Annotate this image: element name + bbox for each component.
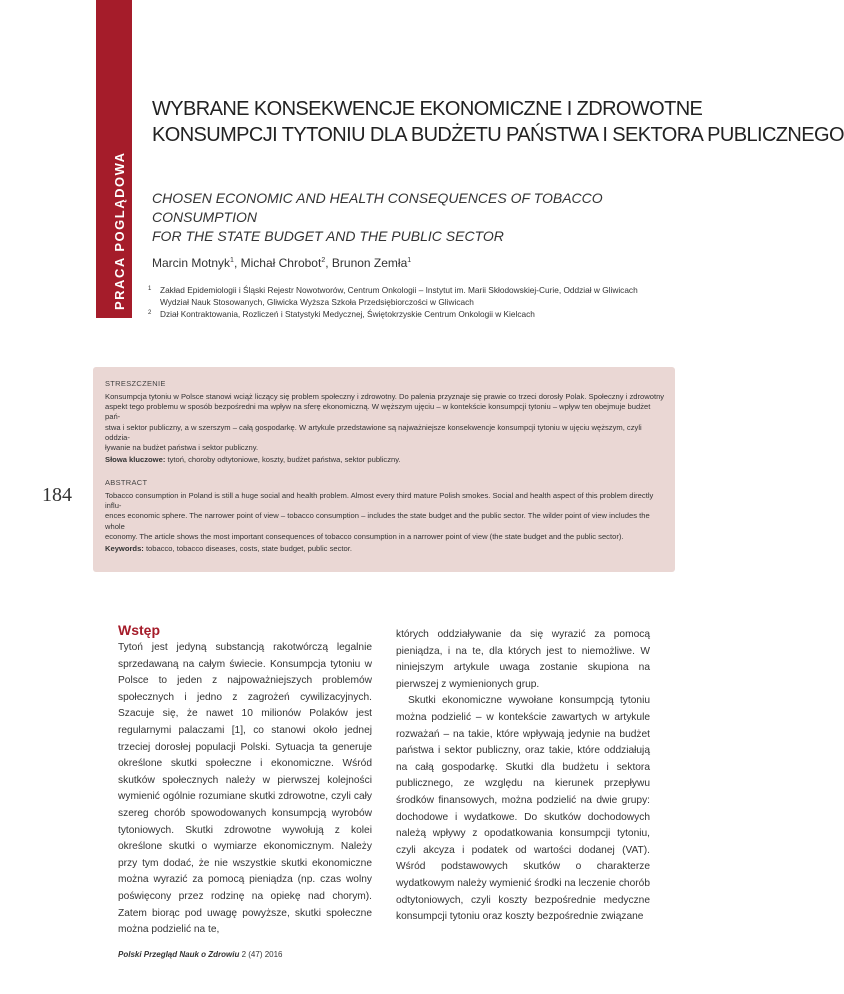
keywords-en: Keywords: tobacco, tobacco diseases, costs, state budget, public sector. bbox=[105, 544, 352, 553]
author-name: Michał Chrobot bbox=[240, 256, 322, 270]
title-line: WYBRANE KONSEKWENCJE EKONOMICZNE I ZDROWOTNE bbox=[152, 98, 703, 120]
title-en-line: FOR THE STATE BUDGET AND THE PUBLIC SECTOR bbox=[152, 228, 504, 244]
article-type-label: PRACA POGLĄDOWA bbox=[112, 151, 127, 310]
abstract-en-heading: ABSTRACT bbox=[105, 478, 148, 487]
body-paragraph: Skutki ekonomiczne wywołane konsumpcją tytoniu można podzielić – w kontekście zawartych w artykule rozważań – na takie, które wpływają jedynie na budżet państwa i sektor publiczny, oraz takie, które oddziałują na całą gospodarkę. Skutki dla budżetu i sektora publicznego, ze względu na kierunek przepływu środków finansowych, można podzielić na dwie grupy: dochodowe i wydatkowe. Do skutków dochodowych należą wpływy z opodatkowania konsumpcji tytoniu, czyli akcyza i podatek od wartości dodanej (VAT). Wśród podstawowych skutków o charakterze wydatkowym należy wymienić środki na leczenie chorób odtytoniowych, czyli koszty bezpośrednie medyczne konsumpcji tytoniu oraz koszty bezpośrednie związane bbox=[396, 695, 650, 923]
body-paragraph: których oddziaływanie da się wyrazić za pomocą pieniądza, i na te, dla których jest to niemożliwe. W niniejszym artykule uwaga zostanie skupiona na pierwszej z wymienionych grup. bbox=[396, 629, 650, 690]
section-heading: Wstęp bbox=[118, 622, 160, 638]
abstract-pl-text: Konsumpcja tytoniu w Polsce stanowi wciąż liczący się problem społeczny i zdrowotny. Do palenia przyznaje się prawie co trzeci dorosły Polak. Społeczny i zdrowotny aspekt tego problemu w sposób bezpośredni ma wpływ na sferę ekonomiczną. W węższym ujęciu – w kontekście konsumpcji tytoniu – wpływ ten obejmuje budżet pań- stwa i sektor publiczny, a w szerszym – całą gospodarkę. W artykule przedstawione są najważniejsze konsekwencje konsumpcji tytoniu w ujęciu węższym, czyli oddzia- ływanie na budżet państwa i sektor publiczny. bbox=[105, 392, 665, 453]
abstract-pl-heading: STRESZCZENIE bbox=[105, 379, 166, 388]
article-type-sidebar bbox=[96, 0, 132, 318]
author-sup: 1 bbox=[407, 257, 412, 264]
author-sup: 1 bbox=[230, 257, 234, 264]
title-line: KONSUMPCJI TYTONIU DLA BUDŻETU PAŃSTWA I SEKTORA PUBLICZNEGO bbox=[152, 124, 844, 146]
journal-name: Polski Przegląd Nauk o Zdrowiu bbox=[118, 950, 240, 959]
article-title-en bbox=[152, 189, 692, 246]
author-name: Brunon Zemła bbox=[331, 256, 408, 270]
article-title-pl bbox=[152, 96, 844, 148]
author-name: Marcin Motnyk bbox=[152, 256, 231, 270]
body-column-left bbox=[118, 622, 372, 939]
affiliation-1: 1 Zakład Epidemiologii i Śląski Rejestr Nowotworów, Centrum Onkologii – Instytut im. Marii Skłodowskiej-Curie, Oddział w Gliwicach Wydział Nauk Stosowanych, Gliwicka Wyższa Szkoła Przedsiębiorczości w Gliwicach bbox=[148, 285, 638, 307]
author-list: Marcin Motnyk$^1$, Michał Chrobot$^2$, Brunon Zemła$^1$ bbox=[152, 256, 412, 270]
keywords-pl: Słowa kluczowe: tytoń, choroby odtytoniowe, koszty, budżet państwa, sektor publiczny. bbox=[105, 455, 401, 464]
abstract-en-text: Tobacco consumption in Poland is still a huge social and health problem. Almost every third mature Polish smokes. Social and health aspect of this problem directly influ- ences economic sphere. The narrower point of view – tobacco consumption – includes the state budget and the public sector. The wilder point of view includes the whole economy. The article shows the most important consequences of tobacco consumption in a narrower point of view (the state budget and the public sector). bbox=[105, 491, 654, 541]
title-en-line: CHOSEN ECONOMIC AND HEALTH CONSEQUENCES OF TOBACCO CONSUMPTION bbox=[152, 190, 603, 225]
author-sup: 2 bbox=[321, 257, 326, 264]
body-paragraph: Tytoń jest jedyną substancją rakotwórczą legalnie sprzedawaną na całym świecie. Konsumpcja tytoniu w Polsce to jeden z najpoważniejszych problemów społecznych i jedno z zagrożeń cywilizacyjnych. Szacuje się, że nawet 10 milionów Polaków jest regularnymi palaczami [1], co stanowi około jednej trzeciej dorosłej populacji Polski. Sytuacja ta generuje określone skutki społeczne i ekonomiczne. Wśród skutków społecznych należy w pierwszej kolejności wymienić ogólnie rozumiane skutki zdrowotne, czyli cały szereg chorób spowodowanych konsumpcją wyrobów tytoniowych. Skutki zdrowotne wywołują z kolei określone skutki o wymiarze ekonomicznym. Należy przy tym dodać, że nie wszystkie skutki ekonomiczne można wyrazić za pomocą pieniądza (np. czas wolny poświęcony przez rodzinę na opiekę nad chorym). Zatem biorąc pod uwagę powyższe, skutki społeczne można podzielić na te, bbox=[118, 642, 372, 936]
body-column-right bbox=[396, 627, 650, 926]
abstract-box bbox=[93, 367, 675, 572]
journal-issue: 2 (47) 2016 bbox=[239, 950, 283, 959]
affiliation-2: 2 Dział Kontraktowania, Rozliczeń i Statystyki Medycznej, Świętokrzyskie Centrum Onkologii w Kielcach bbox=[148, 309, 535, 319]
page-number: 184 bbox=[42, 484, 72, 506]
journal-footer bbox=[118, 950, 283, 959]
affiliations bbox=[148, 284, 708, 320]
